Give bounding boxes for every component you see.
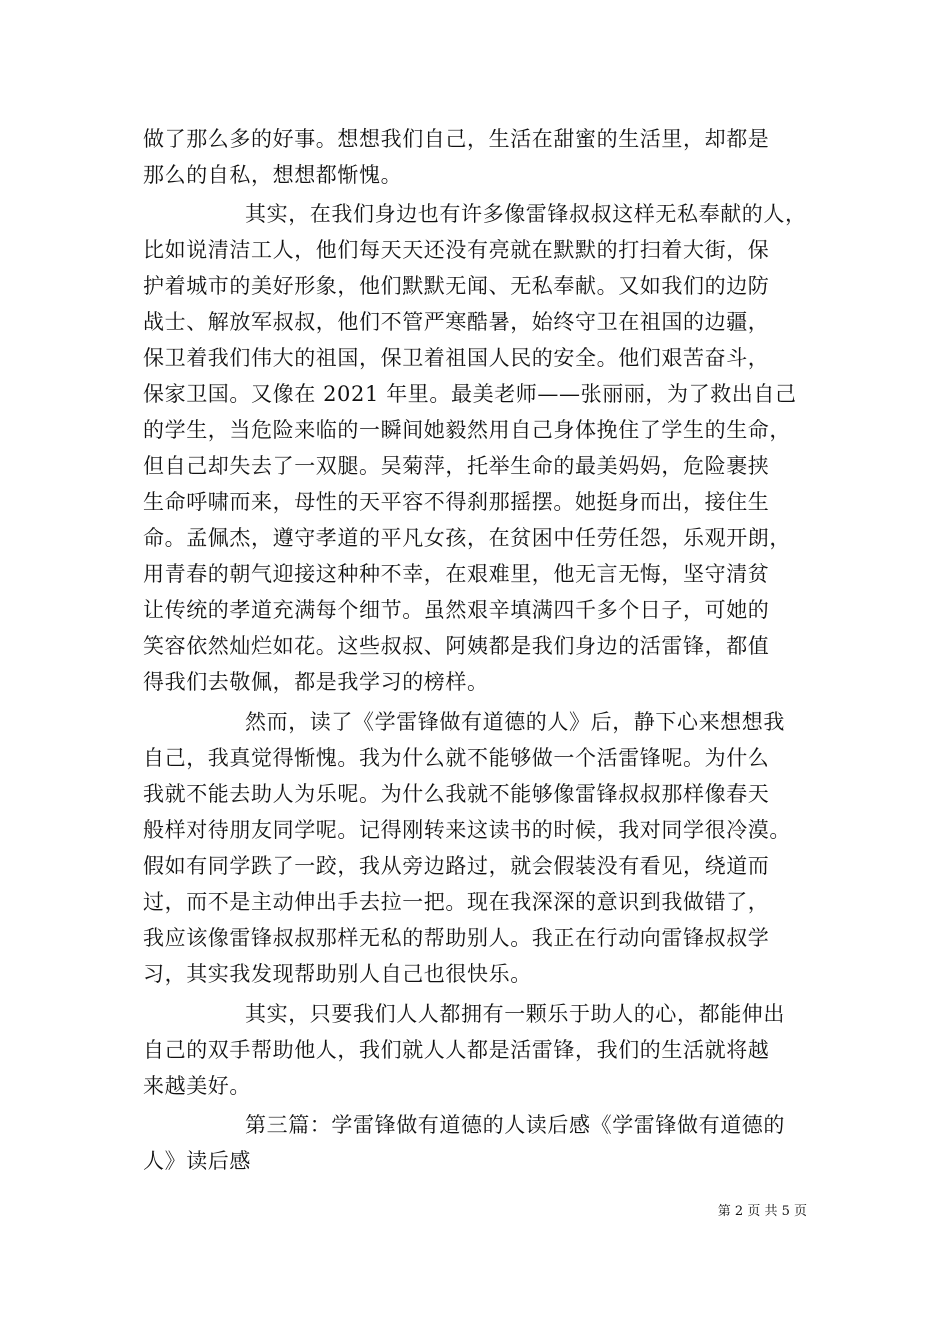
- paragraph-first-line: 其实，在我们身边也有许多像雷锋叔叔这样无私奉献的人，: [245, 202, 807, 226]
- body-text-line: 但自己却失去了一双腿。吴菊萍，托举生命的最美妈妈，危险裹挟: [143, 454, 770, 478]
- body-text-line: 命。孟佩杰，遵守孝道的平凡女孩，在贫困中任劳任怨，乐观开朗，: [143, 526, 791, 550]
- body-text-line: 生命呼啸而来，母性的天平容不得刹那摇摆。她挺身而出，接住生: [143, 490, 770, 514]
- body-text-line: 保卫着我们伟大的祖国，保卫着祖国人民的安全。他们艰苦奋斗，: [143, 346, 770, 370]
- body-text-line: 假如有同学跌了一跤，我从旁边路过，就会假装没有看见，绕道而: [143, 854, 770, 878]
- body-text-line: 自己，我真觉得惭愧。我为什么就不能够做一个活雷锋呢。为什么: [143, 746, 770, 770]
- body-text-line: 习，其实我发现帮助别人自己也很快乐。: [143, 962, 532, 986]
- body-text-line: 过，而不是主动伸出手去拉一把。现在我深深的意识到我做错了，: [143, 890, 770, 914]
- paragraph-first-line: 然而，读了《学雷锋做有道德的人》后，静下心来想想我: [245, 710, 785, 734]
- body-text-line: 我就不能去助人为乐呢。为什么我就不能够像雷锋叔叔那样像春天: [143, 782, 770, 806]
- body-text-line: 比如说清洁工人，他们每天天还没有亮就在默默的打扫着大街，保: [143, 238, 770, 262]
- section-heading-line: 人》读后感: [143, 1149, 251, 1173]
- paragraph-first-line: 其实，只要我们人人都拥有一颗乐于助人的心，都能伸出: [245, 1002, 785, 1026]
- page-number-footer: 第 2 页 共 5 页: [717, 1204, 807, 1219]
- body-text-line: 用青春的朝气迎接这种种不幸，在艰难里，他无言无悔，坚守清贫: [143, 562, 770, 586]
- body-text-line: 得我们去敬佩，都是我学习的榜样。: [143, 670, 489, 694]
- body-text-line: 我应该像雷锋叔叔那样无私的帮助别人。我正在行动向雷锋叔叔学: [143, 926, 770, 950]
- body-text-line: 保家卫国。又像在 2021 年里。最美老师——张丽丽，为了救出自己: [143, 382, 797, 406]
- body-text-line: 让传统的孝道充满每个细节。虽然艰辛填满四千多个日子，可她的: [143, 598, 770, 622]
- body-text-line: 做了那么多的好事。想想我们自己，生活在甜蜜的生活里，却都是: [143, 127, 770, 151]
- body-text-line: 自己的双手帮助他人，我们就人人都是活雷锋，我们的生活就将越: [143, 1038, 770, 1062]
- body-text-line: 战士、解放军叔叔，他们不管严寒酷暑，始终守卫在祖国的边疆，: [143, 310, 770, 334]
- body-text-line: 护着城市的美好形象，他们默默无闻、无私奉献。又如我们的边防: [143, 274, 770, 298]
- body-text-line: 来越美好。: [143, 1074, 251, 1098]
- body-text-line: 那么的自私，想想都惭愧。: [143, 163, 403, 187]
- body-text-line: 笑容依然灿烂如花。这些叔叔、阿姨都是我们身边的活雷锋，都值: [143, 634, 770, 658]
- body-text-line: 的学生，当危险来临的一瞬间她毅然用自己身体挽住了学生的生命，: [143, 418, 791, 442]
- body-text-line: 般样对待朋友同学呢。记得刚转来这读书的时候，我对同学很冷漠。: [143, 818, 791, 842]
- section-heading-line: 第三篇：学雷锋做有道德的人读后感《学雷锋做有道德的: [245, 1113, 785, 1137]
